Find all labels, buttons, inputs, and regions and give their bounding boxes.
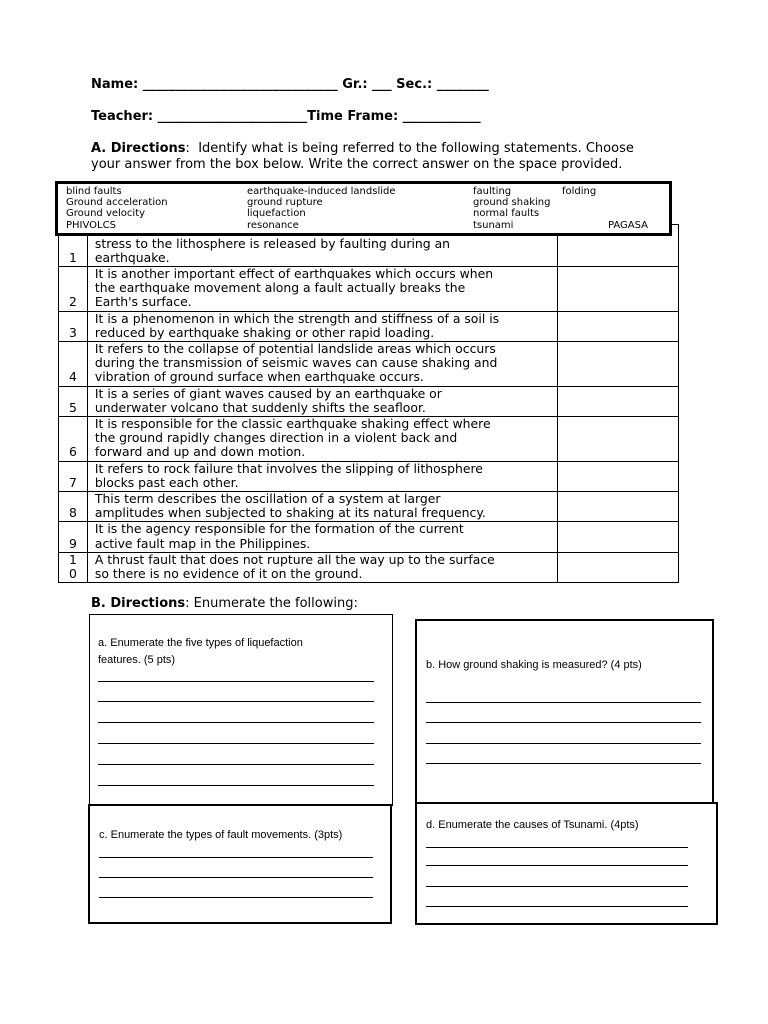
answer-line[interactable] — [99, 857, 373, 858]
question-row — [59, 461, 679, 491]
answer-cell[interactable] — [557, 522, 678, 552]
question-number: 6 — [59, 417, 88, 462]
section-a-heading: A. Directions — [91, 141, 186, 156]
enumeration-box-a — [89, 614, 393, 806]
question-text — [87, 461, 557, 491]
word-choice: normal faults — [473, 208, 540, 219]
question-text-line: forward and up and down motion. — [94, 444, 306, 460]
question-number: 1 0 — [59, 552, 88, 582]
teacher-timeframe-line: Teacher: _______________________Time Frame: ____________ — [91, 109, 481, 124]
question-number: 7 — [59, 461, 88, 491]
section-b-text: : Enumerate the following: — [185, 596, 358, 611]
question-number: 9 — [59, 522, 88, 552]
enumeration-b-prompt: b. How ground shaking is measured? (4 pts) — [426, 659, 642, 671]
question-row — [59, 552, 679, 582]
answer-line[interactable] — [98, 701, 374, 702]
question-text-line: the ground rapidly changes direction in a violent back and — [94, 430, 458, 446]
question-text — [87, 492, 557, 522]
answer-line[interactable] — [99, 897, 373, 898]
enumeration-box-c — [88, 804, 392, 924]
question-text-line: blocks past each other. — [94, 474, 239, 490]
question-text — [87, 267, 557, 312]
word-choice: Ground velocity — [66, 208, 146, 219]
question-text — [87, 552, 557, 582]
word-choice: folding — [562, 186, 597, 197]
answer-line[interactable] — [426, 865, 688, 866]
question-row — [59, 417, 679, 462]
question-number: 3 — [59, 311, 88, 341]
question-text-line: reduced by earthquake shaking or other rapid loading. — [94, 324, 435, 340]
question-text-line: A thrust fault that does not rupture all the way up to the surface — [94, 551, 495, 567]
questions-table — [58, 224, 679, 583]
question-text-line: vibration of ground surface when earthquake occurs. — [94, 369, 424, 385]
question-row — [59, 386, 679, 416]
question-row — [59, 522, 679, 552]
question-text-line: It is a phenomenon in which the strength and stiffness of a soil is — [94, 310, 500, 326]
question-row — [59, 311, 679, 341]
question-text-line: so there is no evidence of it on the ground. — [94, 566, 363, 582]
answer-cell[interactable] — [557, 492, 678, 522]
word-choice: resonance — [247, 220, 299, 231]
question-number: 2 — [59, 267, 88, 312]
question-text-line: during the transmission of seismic waves can cause shaking and — [94, 355, 498, 371]
question-text-line: active fault map in the Philippines. — [94, 535, 311, 551]
enumeration-c-prompt: c. Enumerate the types of fault movements. (3pts) — [99, 829, 343, 841]
word-choices-box — [55, 181, 672, 236]
word-choice: PAGASA — [608, 220, 649, 231]
word-choice: Ground acceleration — [66, 197, 168, 208]
enumeration-d-prompt: d. Enumerate the causes of Tsunami. (4pts) — [426, 819, 639, 831]
answer-line[interactable] — [98, 785, 374, 786]
word-choice: ground shaking — [473, 197, 551, 208]
enumeration-box-d — [415, 802, 718, 925]
word-choice: ground rupture — [247, 197, 323, 208]
question-text — [87, 417, 557, 462]
question-text-line: It is a series of giant waves caused by an earthquake or — [94, 385, 442, 401]
questions-table-body — [59, 225, 679, 583]
answer-cell[interactable] — [557, 342, 678, 387]
question-number: 8 — [59, 492, 88, 522]
answer-line[interactable] — [426, 906, 688, 907]
answer-cell[interactable] — [557, 552, 678, 582]
word-choice: PHIVOLCS — [66, 220, 116, 231]
answer-line[interactable] — [426, 886, 688, 887]
question-text — [87, 386, 557, 416]
enumeration-a-prompt: a. Enumerate the five types of liquefaction features. (5 pts) — [98, 637, 303, 666]
question-text-line: amplitudes when subjected to shaking at its natural frequency. — [94, 505, 486, 521]
question-text-line: This term describes the oscillation of a system at larger — [94, 491, 441, 507]
section-b-heading: B. Directions — [91, 596, 186, 611]
word-choice: liquefaction — [247, 208, 306, 219]
question-text — [87, 311, 557, 341]
answer-cell[interactable] — [557, 461, 678, 491]
question-row — [59, 492, 679, 522]
answer-line[interactable] — [426, 722, 701, 723]
section-b-directions — [91, 596, 358, 612]
answer-cell[interactable] — [557, 267, 678, 312]
answer-cell[interactable] — [557, 386, 678, 416]
section-a-text-line2: your answer from the box below. Write the correct answer on the space provided. — [91, 157, 623, 172]
question-row — [59, 342, 679, 387]
question-text-line: Earth's surface. — [94, 294, 192, 310]
question-text-line: earthquake. — [94, 249, 170, 265]
answer-line[interactable] — [98, 764, 374, 765]
answer-line[interactable] — [98, 681, 374, 682]
word-choice: tsunami — [473, 220, 514, 231]
question-number: 4 — [59, 342, 88, 387]
answer-cell[interactable] — [557, 311, 678, 341]
word-choice: earthquake-induced landslide — [247, 186, 396, 197]
section-a-directions — [91, 141, 634, 173]
question-text-line: It refers to the collapse of potential landslide areas which occurs — [94, 341, 496, 357]
word-choice: blind faults — [66, 186, 122, 197]
answer-line[interactable] — [426, 702, 701, 703]
question-text-line: stress to the lithosphere is released by faulting during an — [94, 235, 451, 251]
question-text-line: It refers to rock failure that involves the slipping of lithosphere — [94, 460, 483, 476]
answer-line[interactable] — [426, 743, 701, 744]
answer-cell[interactable] — [557, 417, 678, 462]
question-number: 5 — [59, 386, 88, 416]
word-choice: faulting — [473, 186, 512, 197]
question-text — [87, 522, 557, 552]
question-text-line: underwater volcano that suddenly shifts the seafloor. — [94, 399, 426, 415]
question-text-line: the earthquake movement along a fault actually breaks the — [94, 280, 466, 296]
answer-line[interactable] — [98, 743, 374, 744]
answer-line[interactable] — [98, 722, 374, 723]
answer-line[interactable] — [99, 877, 373, 878]
enumeration-box-b — [415, 619, 714, 805]
question-text-line: It is the agency responsible for the formation of the current — [94, 521, 464, 537]
question-number: 1 — [59, 225, 88, 267]
name-grade-section-line: Name: ______________________________ Gr.: ___ Sec.: ________ — [91, 77, 489, 92]
question-text-line: It is another important effect of earthquakes which occurs when — [94, 266, 494, 281]
question-row — [59, 267, 679, 312]
section-a-text-line1: : Identify what is being referred to the following statements. Choose — [185, 141, 634, 156]
answer-line[interactable] — [426, 763, 701, 764]
answer-line[interactable] — [426, 847, 688, 848]
question-text — [87, 342, 557, 387]
question-text-line: It is responsible for the classic earthquake shaking effect where — [94, 416, 491, 432]
